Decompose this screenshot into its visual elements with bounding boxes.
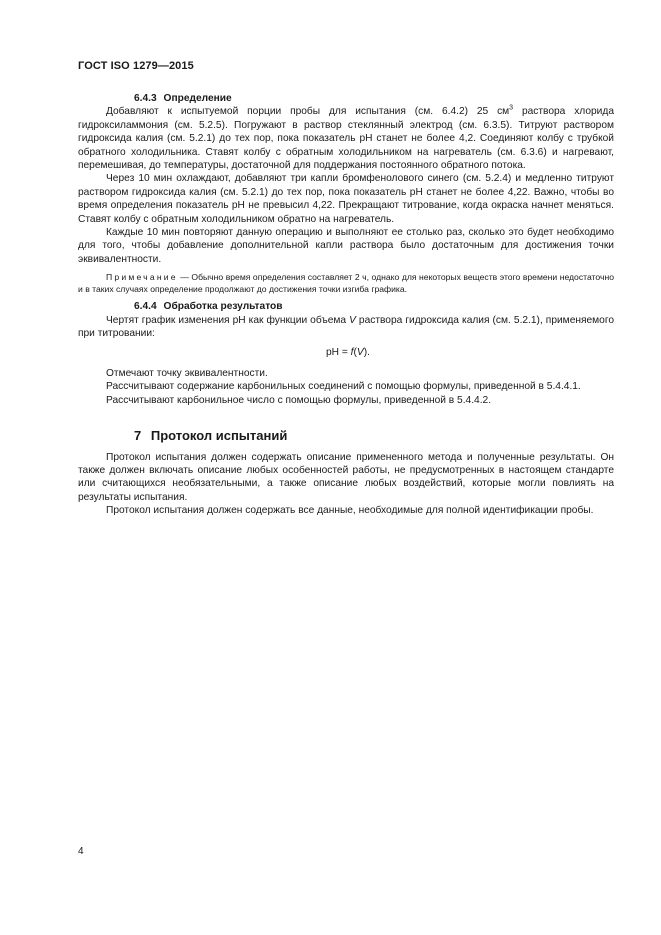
paragraph: Отмечают точку эквивалентности.: [106, 367, 268, 379]
document-body: [78, 92, 614, 518]
subsection-heading-6-4-4: [78, 300, 614, 313]
section-number: 7: [134, 428, 142, 444]
paragraph: Чертят график изменения pH как функции объема V раствора гидроксида калия (см. 5.2.1), применяемого при титровании:: [78, 314, 614, 340]
paragraph: Протокол испытания должен содержать описание примененного метода и полученные результаты. Он также должен включать описание любых особенностей работы, не предусмотренных в настоящем стандарте или считающихся необязательными, а также описание любых воздействий, которые могли повлиять на результаты испытания.: [78, 451, 614, 503]
paragraph: Через 10 мин охлаждают, добавляют три капли бромфенолового синего (см. 5.2.4) и медленно титруют раствором гидроксида калия (см. 5.2.1) до тех пор, пока показатель pH станет не более 4,22. Важно, чтобы во время определения показатель pH не превысил 4,22. Прекращают титрование, когда окраска начнет меняться. Ставят колбу с обратным холодильником обратно на нагреватель.: [78, 173, 614, 225]
subsection-title: Определение: [163, 93, 232, 104]
paragraph: Рассчитывают содержание карбонильных соединений с помощью формулы, приведенной в 5.4.4.1.: [106, 381, 581, 393]
note-text: — Обычно время определения составляет 2 ч, однако для некоторых веществ этого времени недостаточно и в таких случаях определение продолжают до достижения точки изгиба графика.: [78, 272, 614, 295]
paragraph: Добавляют к испытуемой порции пробы для испытания (см. 6.4.2) 25 $см^3$ раствора хлорида гидроксиламмония (см. 5.2.5). Погружают в раствор стеклянный электрод (см. 6.3.5). Титруют раствором гидроксида калия (см. 5.2.1) до тех пор, пока показатель pH станет не более 4,2. Соединяют колбу с трубкой обратного холодильника. Ставят колбу с обратным холодильником на нагреватель (см. 6.3.6) и нагревают, перемешивая, до температуры, достаточной для поддержания постоянного обратного потока.: [78, 105, 614, 172]
subsection-number: 6.4.4: [134, 301, 157, 313]
note-label: Примечание: [106, 272, 178, 283]
document-header: ГОСТ ISO 1279—2015: [78, 60, 194, 72]
paragraph: Рассчитывают карбонильное число с помощью формулы, приведенной в 5.4.4.2.: [106, 394, 492, 406]
paragraph: Протокол испытания должен содержать все данные, необходимые для полной идентификации пробы.: [106, 505, 594, 517]
section-heading-7: [78, 429, 614, 442]
subsection-number: 6.4.3: [134, 93, 157, 104]
note: [78, 271, 614, 295]
page-number: 4: [78, 846, 84, 857]
formula: pH = f(V).: [326, 346, 370, 358]
subsection-heading-6-4-3: [78, 92, 614, 105]
subsection-title: Обработка результатов: [163, 301, 283, 313]
paragraph: Каждые 10 мин повторяют данную операцию и выполняют ее столько раз, сколько это будет необходимо для того, чтобы добавление дополнительной капли раствора было достаточным для достижения точки эквивалентности.: [78, 227, 614, 265]
section-title: Протокол испытаний: [150, 428, 288, 444]
